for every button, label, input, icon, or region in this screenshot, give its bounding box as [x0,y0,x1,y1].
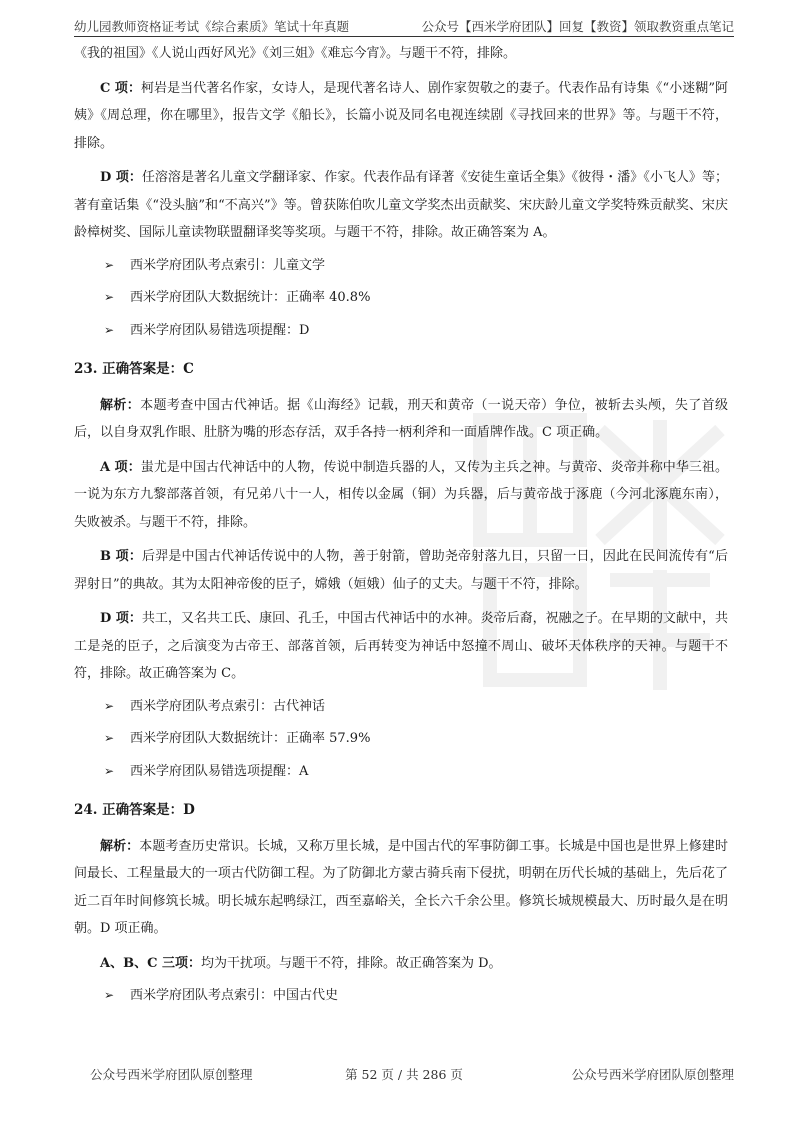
option-text: 后羿是中国古代神话传说中的人物，善于射箭，曾助尧帝射落九日，只留一日，因此在民间流传有“后羿射日”的典故。其为太阳神帝俊的臣子，嫦娥（姮娥）仙子的丈夫。与题干不符，排除。 [74,549,728,592]
header-right: 公众号【西米学府团队】回复【教资】领取教资重点笔记 [421,19,734,34]
option-label: A 项： [100,459,141,475]
prev-option-d [74,164,728,247]
arrow-bullet-icon: ➢ [104,731,115,745]
bullet-text: 西米学府团队考点索引：中国古代史 [130,988,339,1003]
bullet-item [74,317,728,345]
bullet-item [74,252,728,280]
footer-left: 公众号西米学府团队原创整理 [90,1067,253,1082]
option-text: 均为干扰项。与题干不符，排除。故正确答案为 D。 [200,955,502,971]
q23-analysis [74,392,728,447]
header-left: 幼儿园教师资格证考试《综合素质》笔试十年真题 [74,19,350,34]
bullet-text: 西米学府团队易错选项提醒：D [130,322,310,338]
bullet-item [74,758,728,786]
page-content [74,40,728,1015]
answer-heading-24: 24. 正确答案是：D [74,802,195,818]
arrow-bullet-icon: ➢ [104,290,115,304]
bullet-item [74,725,728,753]
option-label: D 项： [100,170,142,185]
bullet-text: 西米学府团队考点索引：古代神话 [130,698,326,714]
analysis-text: 本题考查历史常识。长城，又称万里长城，是中国古代的军事防御工事。长城是中国也是世界上修建时间最长、工程量最大的一项古代防御工程。为了防御北方蒙古骑兵南下侵扰，明朝在历代长城的基础上，先后花了近二百年时间修筑长城。明长城东起鸭绿江，西至嘉峪关，全长六千余公里。修筑长城规模最大、历时最久是在明朝。D 项正确。 [74,838,728,936]
arrow-bullet-icon: ➢ [104,257,115,272]
option-text: 柯岩是当代著名作家，女诗人，是现代著名诗人、剧作家贺敬之的妻子。代表作品有诗集《“小迷糊”阿姨》《周总理，你在哪里》，报告文学《船长》，长篇小说及同名电视连续剧《寻找回来的世界》等。与题干不符，排除。 [74,80,729,151]
page-header [74,10,734,37]
bullet-item [74,693,728,721]
option-text: 蚩尤是中国古代神话中的人物，传说中制造兵器的人，又传为主兵之神。与黄帝、炎帝并称中华三祖。一说为东方九黎部落首领，有兄弟八十一人，相传以金属（铜）为兵器，后与黄帝战于涿鹿（今河北涿鹿东南），失败被杀。与题干不符，排除。 [74,459,728,530]
option-label: B 项： [100,549,143,564]
bullet-text: 西米学府团队考点索引：儿童文学 [130,257,326,273]
bullet-text: 西米学府团队大数据统计：正确率 57.9% [130,731,371,746]
analysis-label: 解析： [100,397,141,413]
page-footer [74,1065,734,1087]
bullet-item [74,284,728,312]
prev-continuation: 《我的祖国》《人说山西好风光》《刘三姐》《难忘今宵》。与题干不符，排除。 [74,46,517,61]
q24-option-abc [74,950,728,978]
option-label: C 项： [100,80,141,96]
bullet-text: 西米学府团队大数据统计：正确率 40.8% [130,290,371,305]
analysis-label: 解析： [100,838,140,854]
q23-option-a [74,454,728,537]
option-text: 任溶溶是著名儿童文学翻译家、作家。代表作品有译著《安徒生童话全集》《彼得・潘》《小飞人》等；著有童话集《“没头脑”和“不高兴”》等。曾获陈伯吹儿童文学奖杰出贡献奖、宋庆龄儿童文学奖特殊贡献奖、宋庆龄樟树奖、国际儿童读物联盟翻译奖等奖项。与题干不符，排除。故正确答案为 A。 [74,170,728,240]
arrow-bullet-icon: ➢ [104,988,115,1002]
bullet-text: 西米学府团队易错选项提醒：A [130,763,309,779]
bullet-item [74,982,728,1010]
arrow-bullet-icon: ➢ [104,763,115,778]
prev-option-c [74,75,728,158]
option-label: D 项： [100,611,142,626]
answer-heading-23: 23. 正确答案是：C [74,361,194,377]
arrow-bullet-icon: ➢ [104,698,115,713]
q24-analysis [74,833,728,943]
page-number: 第 52 页 / 共 286 页 [345,1067,463,1082]
arrow-bullet-icon: ➢ [104,322,115,337]
option-label: A、B、C 三项： [100,955,201,971]
option-text: 共工，又名共工氏、康回、孔壬，中国古代神话中的水神。炎帝后裔，祝融之子。在早期的文献中，共工是尧的臣子，之后演变为古帝王、部落首领，后再转变为神话中怒撞不周山、破坏天体秩序的天神。与题干不符，排除。故正确答案为 C。 [74,611,728,681]
q23-option-b [74,543,728,598]
analysis-text: 本题考查中国古代神话。据《山海经》记载，刑天和黄帝（一说天帝）争位，被斩去头颅，失了首级后，以自身双乳作眼、肚脐为嘴的形态存活，双手各持一柄利斧和一面盾牌作战。C 项正确。 [74,397,728,440]
footer-right: 公众号西米学府团队原创整理 [571,1067,734,1082]
q23-option-d [74,605,728,688]
